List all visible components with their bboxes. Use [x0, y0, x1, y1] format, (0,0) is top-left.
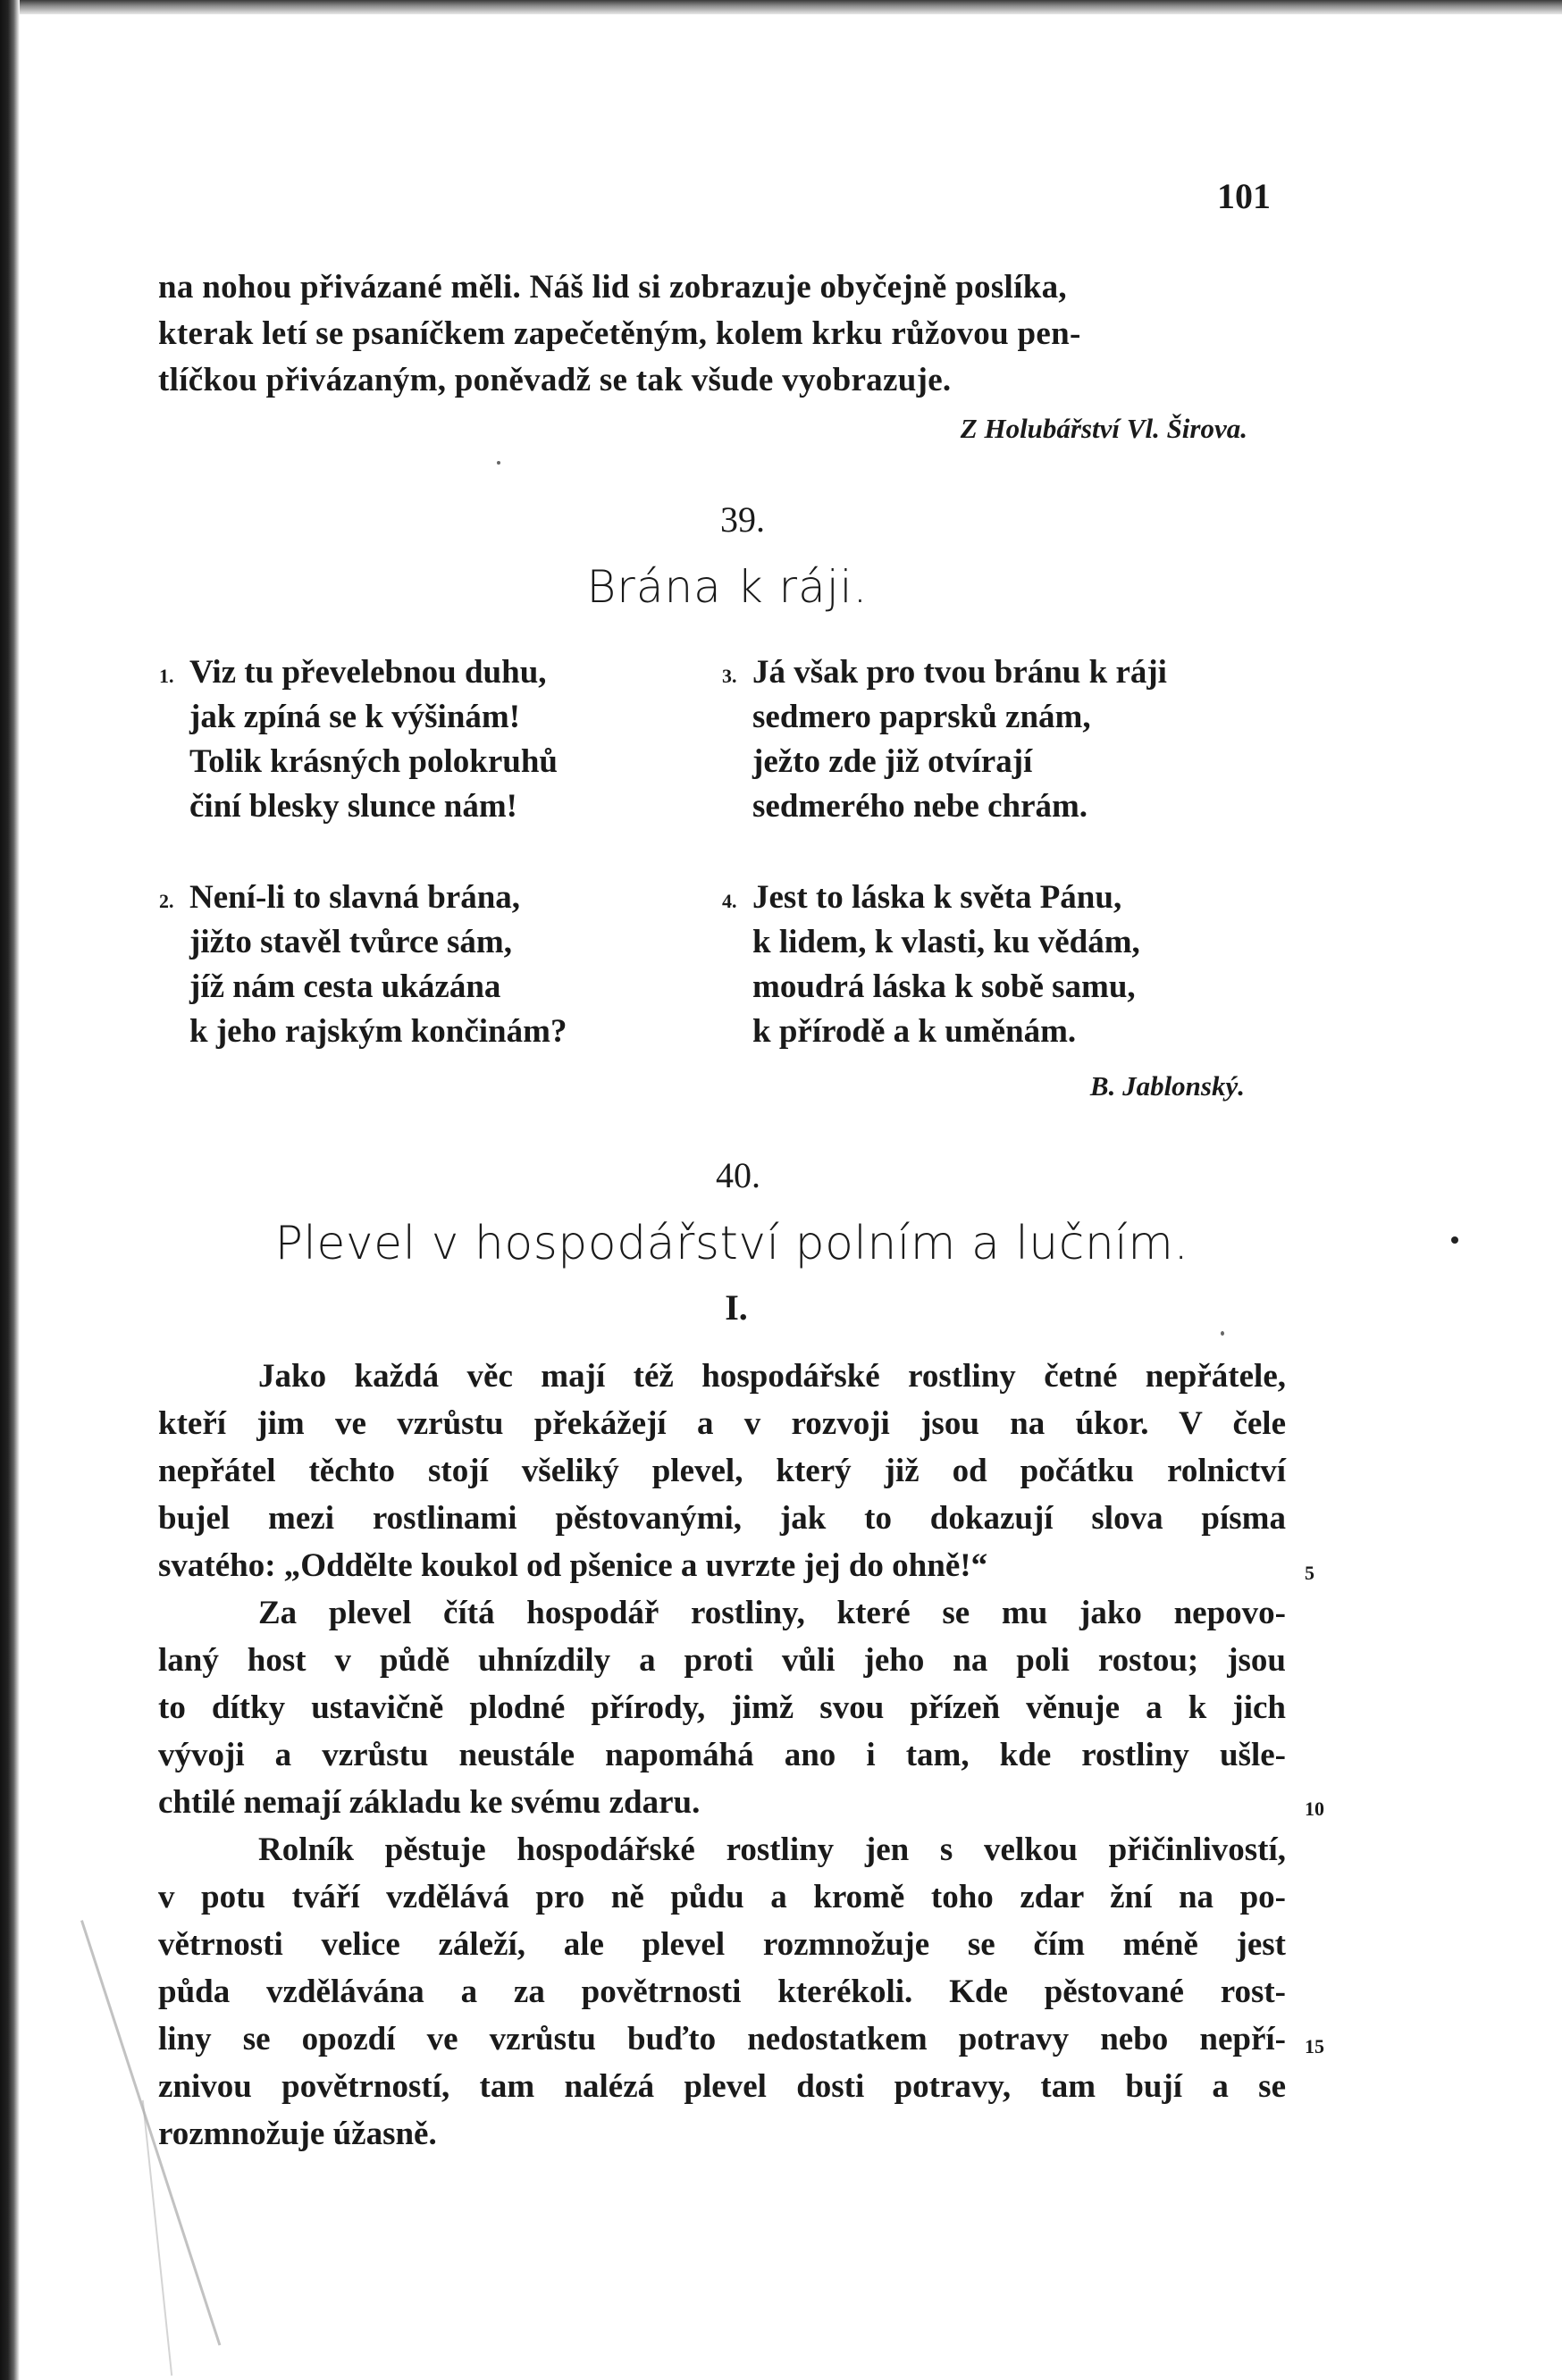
line-number: 5: [1305, 1562, 1314, 1584]
verse-line: jak zpíná se k výšinám!: [189, 699, 521, 735]
verse-line: moudrá láska k sobě samu,: [752, 968, 1136, 1005]
intro-attribution: Z Holubářství Vl. Širova.: [960, 413, 1247, 444]
stanza-3: [722, 650, 1167, 829]
text-line: větrnosti velice záleží, ale plevel rozmnožuje se čím méně jest: [158, 1926, 1286, 1963]
text-line: chtilé nemají základu ke svému zdaru.: [158, 1784, 701, 1821]
line-number: 10: [1305, 1798, 1324, 1820]
text-line: tlíčkou přivázaným, poněvadž se tak všude vyobrazuje.: [158, 362, 952, 398]
verse-line: sedmero paprsků znám,: [752, 699, 1091, 735]
text-line: bujel mezi rostlinami pěstovanými, jak to dokazují slova písma: [158, 1500, 1286, 1537]
article-body: [158, 1353, 1286, 2158]
scan-edge-top: [0, 0, 1562, 14]
text-line: kterak letí se psaníčkem zapečetěným, kolem krku růžovou pen-: [158, 315, 1081, 352]
text-line: to dítky ustavičně plodné přírody, jimž svou přízeň věnuje a k jich: [158, 1689, 1286, 1726]
stanza-4: [722, 876, 1140, 1054]
text-line: liny se opozdí ve vzrůstu buďto nedostatkem potravy nebo nepří-: [158, 2021, 1286, 2057]
stanza-number: 4.: [722, 890, 737, 912]
verse-line: ježto zde již otvírají: [752, 743, 1033, 780]
article-title: Plevel v hospodářství polním a lučním.: [274, 1217, 1189, 1270]
stanza-number: 1.: [159, 665, 174, 687]
verse-line: činí blesky slunce nám!: [189, 788, 517, 825]
text-line: vývoji a vzrůstu neustále napomáhá ano i tam, kde rostliny ušle-: [158, 1737, 1286, 1773]
text-line: svatého: „Oddělte koukol od pšenice a uvrzte jej do ohně!“: [158, 1547, 988, 1584]
stanza-number: 3.: [722, 665, 737, 687]
poem-title: Brána k ráji.: [586, 561, 869, 613]
verse-line: Jest to láska k světa Pánu,: [752, 879, 1122, 916]
stanza-1: [159, 650, 558, 829]
verse-line: sedmerého nebe chrám.: [752, 788, 1088, 825]
verse-line: k jeho rajským končinám?: [189, 1013, 567, 1050]
poem-number: 39.: [720, 499, 765, 540]
intro-paragraph: [158, 264, 1280, 404]
verse-line: k přírodě a k uměnám.: [752, 1013, 1077, 1050]
text-line: Jako každá věc mají též hospodářské rostliny četné nepřátele,: [258, 1358, 1286, 1395]
text-line: půda vzdělávána a za povětrnosti kterékoli. Kde pěstované rost-: [158, 1974, 1286, 2010]
article-number: 40.: [716, 1155, 760, 1195]
text-line: Rolník pěstuje hospodářské rostliny jen s velkou přičinlivostí,: [258, 1831, 1286, 1868]
verse-line: Není-li to slavná brána,: [189, 879, 521, 916]
text-line: nepřátel těchto stojí všeliký plevel, který již od počátku rolnictví: [158, 1453, 1286, 1489]
line-number: 15: [1305, 2035, 1324, 2057]
verse-line: jižto stavěl tvůrce sám,: [189, 924, 512, 960]
verse-line: k lidem, k vlasti, ku vědám,: [752, 924, 1140, 960]
text-line: laný host v půdě uhnízdily a proti vůli jeho na poli rostou; jsou: [158, 1642, 1286, 1679]
text-line: rozmnožuje úžasně.: [158, 2116, 437, 2152]
page-number: 101: [1217, 176, 1271, 216]
verse-line: Viz tu převelebnou duhu,: [189, 654, 547, 691]
poem-attribution: B. Jablonský.: [1089, 1070, 1245, 1102]
ink-speck: [497, 461, 500, 465]
text-line: kteří jim ve vzrůstu překážejí a v rozvoji jsou na úkor. V čele: [158, 1405, 1286, 1442]
text-line: Za plevel čítá hospodář rostliny, které se mu jako nepovo-: [258, 1595, 1286, 1631]
text-line: na nohou přivázané měli. Náš lid si zobrazuje obyčejně poslíka,: [158, 269, 1067, 306]
verse-line: Tolik krásných polokruhů: [189, 743, 558, 780]
verse-line: Já však pro tvou bránu k ráji: [752, 654, 1167, 691]
ink-speck: [1221, 1331, 1224, 1336]
article-part-number: I.: [725, 1287, 748, 1328]
text-line: znivou povětrností, tam nalézá plevel dosti potravy, tam bují a se: [158, 2068, 1286, 2105]
text-line: v potu tváří vzdělává pro ně půdu a kromě toho zdar žní na po-: [158, 1879, 1286, 1915]
stanza-number: 2.: [159, 890, 174, 912]
stanza-2: [159, 876, 567, 1054]
verse-line: jíž nám cesta ukázána: [189, 968, 501, 1005]
